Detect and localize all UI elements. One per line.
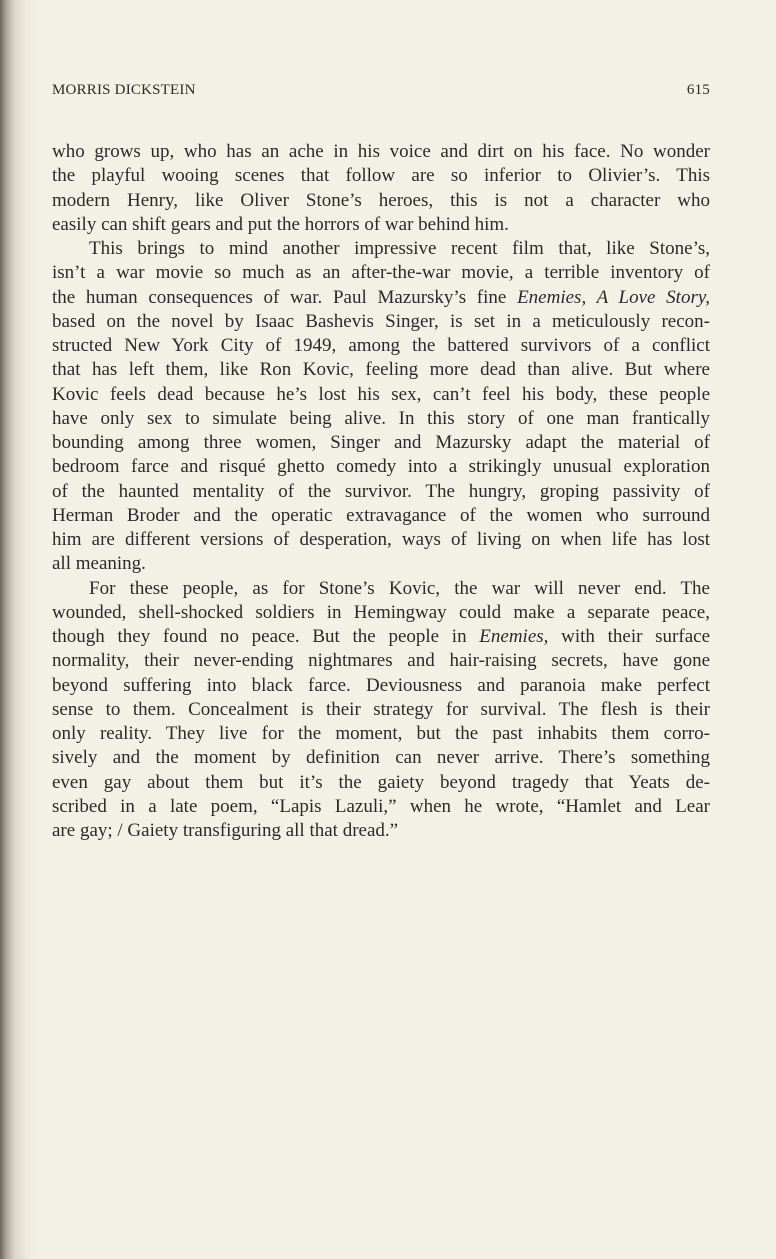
text-line (52, 213, 710, 237)
text-line (52, 286, 710, 310)
line-text: with their surface (548, 626, 710, 647)
line-text: bedroom farce and risqué ghetto comedy into a strikingly unusual exploration (52, 456, 710, 478)
text-line (52, 674, 710, 698)
italic-title: Enemies, A Love Story, (517, 286, 710, 308)
text-line (52, 261, 710, 285)
text-line (52, 722, 710, 746)
text-line (52, 383, 710, 407)
line-text: though they found no peace. But the people in (52, 626, 480, 647)
line-text: who grows up, who has an ache in his voice and dirt on his face. No wonder (52, 141, 710, 162)
line-text: easily can shift gears and put the horrors of war behind him. (52, 213, 509, 235)
text-line (52, 795, 710, 819)
line-text: isn’t a war movie so much as an after-the-war movie, a terrible inventory of (52, 262, 710, 284)
line-text: Kovic feels dead because he’s lost his sex, can’t feel his body, these people (52, 383, 710, 405)
line-text: even gay about them but it’s the gaiety beyond tragedy that Yeats de- (52, 771, 710, 793)
running-head-author: MORRIS DICKSTEIN (52, 82, 196, 98)
text-line (52, 334, 710, 358)
text-line (52, 771, 710, 795)
line-text: the playful wooing scenes that follow are so inferior to Olivier’s. This (52, 165, 710, 187)
line-text: wounded, shell-shocked soldiers in Hemingway could make a separate peace, (52, 601, 710, 623)
text-line (52, 480, 710, 504)
line-text: bounding among three women, Singer and Mazursky adapt the material of (52, 432, 710, 453)
line-text: him are different versions of desperation, ways of living on when life has lost (52, 529, 710, 550)
line-text: are gay; / Gaiety transfiguring all that dread.” (52, 820, 399, 841)
line-text: scribed in a late poem, “Lapis Lazuli,” when he wrote, “Hamlet and Lear (52, 795, 710, 817)
text-line (52, 164, 710, 188)
page-number: 615 (686, 82, 710, 98)
line-text: all meaning. (52, 553, 146, 575)
text-line (52, 431, 710, 455)
text-line (52, 140, 710, 164)
text-line (52, 577, 710, 601)
text-line (52, 310, 710, 334)
text-line (52, 407, 710, 431)
line-text: sense to them. Concealment is their strategy for survival. The flesh is their (52, 698, 710, 720)
text-line (52, 237, 710, 261)
line-text: of the haunted mentality of the survivor. The hungry, groping passivity of (52, 480, 710, 502)
line-text: the human consequences of war. Paul Mazursky’s fine (52, 286, 518, 308)
text-line (52, 625, 710, 649)
line-text: only reality. They live for the moment, but the past inhabits them corro- (52, 723, 710, 744)
line-text: have only sex to simulate being alive. In this story of one man frantically (52, 407, 710, 429)
running-header (52, 82, 710, 99)
line-text: that has left them, like Ron Kovic, feeling more dead than alive. But where (52, 359, 710, 381)
body-text (52, 140, 710, 843)
text-line (52, 528, 710, 552)
line-text: beyond suffering into black farce. Deviousness and paranoia make perfect (52, 674, 710, 696)
line-text: sively and the moment by definition can never arrive. There’s something (52, 747, 710, 769)
line-text: based on the novel by Isaac Bashevis Singer, is set in a meticulously recon- (52, 310, 710, 332)
text-line (52, 504, 710, 528)
line-text: modern Henry, like Oliver Stone’s heroes, this is not a character who (52, 189, 710, 211)
line-text: structed New York City of 1949, among the battered survivors of a conflict (52, 335, 710, 356)
line-text: This brings to mind another impressive recent film that, like Stone’s, (89, 238, 710, 259)
text-line (52, 698, 710, 722)
text-line (52, 601, 710, 625)
text-line (52, 358, 710, 382)
line-text: Herman Broder and the operatic extravagance of the women who surround (52, 504, 710, 526)
text-line (52, 552, 710, 576)
italic-title: Enemies, (479, 626, 549, 647)
text-line (52, 189, 710, 213)
text-line (52, 819, 710, 843)
line-text: normality, their never-ending nightmares and hair-raising secrets, have gone (52, 650, 710, 672)
line-text: For these people, as for Stone’s Kovic, the war will never end. The (89, 577, 710, 599)
text-line (52, 649, 710, 673)
text-line (52, 746, 710, 770)
text-line (52, 455, 710, 479)
